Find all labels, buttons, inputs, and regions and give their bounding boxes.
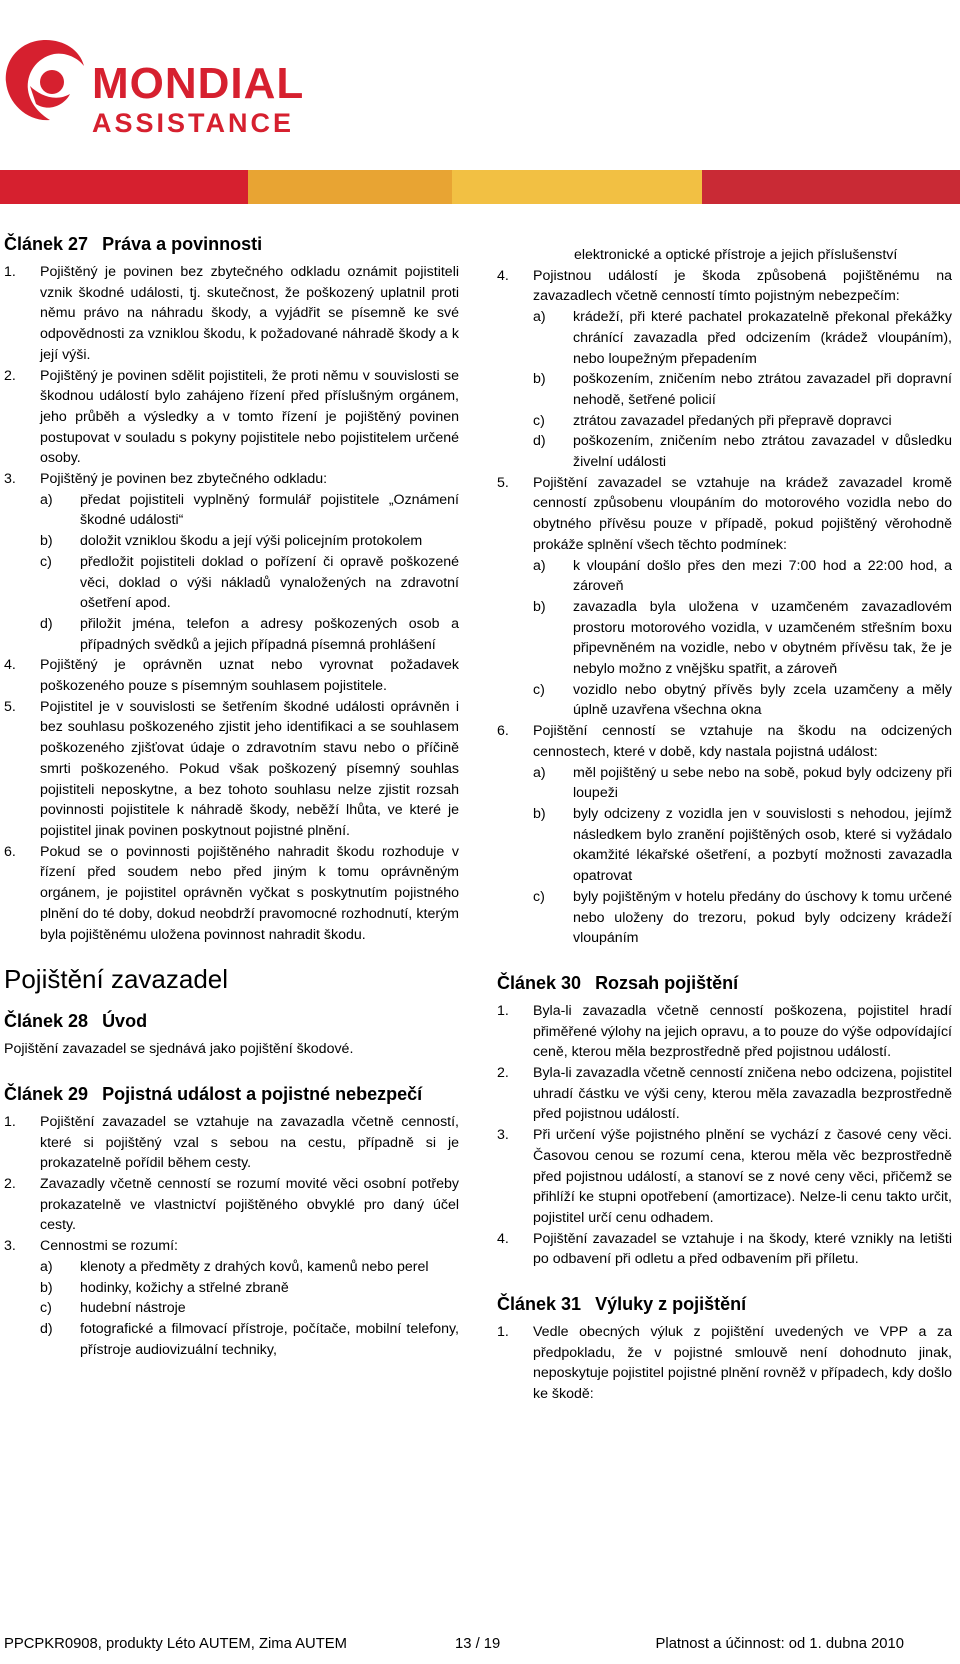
sub-item-text: poškozením, zničením nebo ztrátou zavazadel v důsledku živelní události [573,433,952,471]
sub-item-letter: a) [533,309,546,326]
right-column [497,245,952,1405]
item-number: 4. [4,657,16,674]
article-29-heading [4,1082,459,1106]
page-number: 13 / 19 [455,1636,501,1652]
article-title: Rozsah pojištění [595,972,739,993]
item-text: Pojištěný je povinen bez zbytečného odkladu oznámit pojistiteli vznik škodné události, tj. skutečnost, že poškozený uplatnil proti němu právo na náhradu škody, a vyjádřit se písemně ke své odpovědnosti za vzniklou škodu, k požadované náhradě škody a k její výši. [40,264,459,363]
sub-item-letter: c) [40,1300,52,1317]
list-item [497,1063,952,1125]
footer-document-code: PPCPKR0908, produkty Léto AUTEM, Zima AUTEM [4,1636,347,1652]
sub-item-text: klenoty a předměty z drahých kovů, kamenů nebo perel [80,1258,429,1275]
item-number: 2. [497,1065,509,1082]
sub-item-text: fotografické a filmovací přístroje, počítače, mobilní telefony, přístroje audiovizuální techniky, [80,1320,459,1358]
left-column [4,234,459,1360]
item-text: Byla-li zavazadla včetně cenností zničena nebo odcizena, pojistitel uhradí částku ve výši ceny, kterou měla zavazadla bezprostředně před pojistnou událostí. [533,1065,952,1123]
list-item [497,1125,952,1229]
item-number: 2. [4,367,16,384]
sub-item [497,369,952,410]
item-number: 5. [497,474,509,491]
article-number: Článek 29 [4,1083,89,1104]
list-item [4,697,459,842]
list-item [497,721,952,762]
list-item [4,366,459,470]
sub-item-letter: b) [533,805,546,822]
logo-emblem-icon [0,30,92,130]
sub-item [4,1257,459,1278]
list-item [4,655,459,696]
item-number: 3. [4,1238,16,1255]
sub-item-letter: c) [533,681,545,698]
item-text: Pokud se o povinnosti pojištěného nahradit škodu rozhoduje v řízení před soudem nebo před jiným k tomu oprávněným orgánem, je pojistitel oprávněn vyčkat s poskytnutím pojistného plnění do té doby, dokud neobdrží pravomocné rozhodnutí, kterým byla pojištěnému uložena povinnost nahradit škodu. [40,843,459,943]
item-text: Cennostmi se rozumí: [40,1238,178,1255]
sub-item [497,411,952,432]
article-27-heading [4,232,459,256]
item-text: Pojistnou událostí je škoda způsobená pojištěnému na zavazadlech včetně cenností tímto pojistným nebezpečím: [533,267,952,305]
list-item [4,469,459,490]
sub-item-letter: b) [533,371,546,388]
item-number: 3. [4,471,16,488]
item-number: 2. [4,1176,16,1193]
article-31-heading [497,1292,952,1316]
sub-item-letter: a) [40,1258,53,1275]
list-item [497,1229,952,1270]
sub-item-text: byly odcizeny z vozidla jen v souvislosti s nehodou, jejímž následkem bylo zranění pojištěných osob, které si vyžádalo okamžité lékařské ošetření, a pozbytí možnosti zavazadla opatrovat [573,805,952,885]
band-dark-red [702,170,960,204]
item-text: Pojištění zavazadel se vztahuje na zavazadla včetně cenností, které si pojištěný vzal s sebou na cestu, případně si je prokazatelně pořídil během cesty. [40,1113,459,1172]
item-number: 5. [4,698,16,715]
sub-item-letter: b) [40,533,53,550]
item-text: Pojištění zavazadel se vztahuje na krádež zavazadel kromě cenností způsobenu vloupáním do motorového vozidla nebo do obytného přívěsu pouze v případě, pokud pojištěný věrohodně prokáže splnění všech těchto podmínek: [533,474,952,553]
sub-item-text: měl pojištěný u sebe nebo na sobě, pokud byly odcizeny při loupeži [573,764,952,802]
item-number: 4. [497,1230,509,1247]
sub-item-text: doložit vzniklou škodu a její výši policejním protokolem [80,533,423,550]
item-number: 1. [4,1113,16,1130]
sub-item-text: předat pojistiteli vyplněný formulář pojistitele „Oznámení škodné události“ [80,491,459,529]
list-item [4,1236,459,1257]
list-item [4,842,459,946]
band-red [0,170,248,204]
item-text: Pojistitel je v souvislosti se šetřením škodné události oprávněn i bez souhlasu poškozeného zjistit jeho identifikaci a se souhlasem poškozeného zjišťovat údaje o zdravotním stavu nebo o příčině smrti poškozeného. Pokud však poškozený písemný souhlas pojistiteli neposkytne, a bez tohoto souhlasu nelze zjistit rozsah povinnosti pojistitele k náhradě škody, neběží lhůta, ve které je pojistitel jinak povinen poskytnout pojistné plnění. [40,698,459,839]
sub-item-text: byly pojištěným v hotelu předány do úschovy k tomu určené nebo uloženy do trezoru, pokud byly odcizeny krádeží vloupáním [573,888,952,947]
list-item [497,1001,952,1063]
list-item [497,266,952,307]
article-title: Práva a povinnosti [102,234,263,254]
sub-item-letter: d) [40,1320,53,1337]
sub-item [497,597,952,680]
sub-item-letter: c) [533,888,545,905]
item-number: 1. [4,264,16,280]
sub-item-text: hudební nástroje [80,1300,186,1317]
item-text: Pojištěný je oprávněn uznat nebo vyrovnat požadavek poškozeného pouze s písemným souhlasem pojistitele. [40,657,459,695]
sub-item-letter: a) [40,491,53,508]
item-text: Zavazadly včetně cenností se rozumí movité věci osobní potřeby prokazatelně ve vlastnictví pojištěného obvyklé pro daný účel cesty. [40,1176,459,1234]
item-text: Pojištěný je povinen bez zbytečného odkladu: [40,471,328,488]
article-title: Pojistná událost a pojistné nebezpečí [102,1083,423,1104]
item-number: 6. [4,843,16,860]
logo-text-assistance: ASSISTANCE [92,108,295,138]
article-number: Článek 31 [497,1294,582,1315]
sub-item [497,307,952,369]
sub-item-text: ztrátou zavazadel předaných při přepravě dopravci [573,412,892,429]
article-title: Výluky z pojištění [595,1294,747,1315]
list-item [4,1174,459,1236]
sub-item [4,552,459,614]
paragraph: Pojištění zavazadel se sjednává jako pojištění škodové. [4,1041,354,1058]
sub-item [4,531,459,552]
sub-item [4,1319,459,1360]
item-text: Byla-li zavazadla včetně cenností poškozena, pojistitel hradí přiměřené výlohy na jejich opravu, a to pouze do výše odpovídající ceně, kterou měla bezprostředně před pojistnou událostí. [533,1002,952,1061]
sub-item-letter: d) [533,433,546,450]
item-number: 3. [497,1127,509,1144]
item-number: 4. [497,267,509,284]
sub-item [497,763,952,804]
list-item [497,473,952,556]
sub-item-letter: c) [533,412,545,429]
header-color-band [0,170,960,204]
article-number: Článek 30 [497,972,582,993]
item-text: Pojištění zavazadel se vztahuje i na škody, které vznikly na letišti po odbavení při odletu a před odbavením při příletu. [533,1230,952,1268]
sub-item-text: přiložit jména, telefon a adresy poškozených osob a případných svědků a jejich případná písemná prohlášení [80,615,459,653]
sub-item-text: hodinky, kožichy a střelné zbraně [80,1279,289,1296]
article-number: Článek 28 [4,1011,89,1032]
sub-item [497,804,952,887]
item-text: Pojištěný je povinen sdělit pojistiteli, že proti němu v souvislosti se škodnou událostí bylo zahájeno řízení před příslušným orgánem, jeho průběh a výsledky a v tomto řízení je pojištěný povinen postupovat v souladu s pokyny pojistitele nebo pojistitelem určené osoby. [40,367,459,467]
sub-item-text: krádeží, při které pachatel prokazatelně překonal překážky chránící zavazadla před odcizením (krádež vloupáním), nebo loupežným přepadením [573,309,952,367]
item-text: Pojištění cenností se vztahuje na škodu na odcizených cennostech, které v době, kdy nastala pojistná událost: [533,723,952,760]
sub-item [497,887,952,949]
sub-item-text: k vloupání došlo přes den mezi 7:00 hod a 22:00 hod, a zároveň [573,557,952,595]
sub-item-text: předložit pojistiteli doklad o pořízení či opravě poškozené věci, doklad o výši nákladů vynaložených na zdravotní ošetření apod. [80,553,459,612]
list-item [4,262,459,366]
item-number: 6. [497,723,509,740]
sub-item-letter: a) [533,557,546,574]
item-text: Při určení výše pojistného plnění se vychází z časové ceny věci. Časovou cenou se rozumí cena, kterou měla věc bezprostředně před pojistnou událostí, a stanoví se z nové ceny věci, přičemž se přihlíží ke stupni opotřebení (amortizace). Nelze-li cenu takto určit, pojistitel určí cenu odhadem. [533,1127,952,1226]
logo-text-mondial: MONDIAL [92,59,305,108]
sub-item-text: zavazadla byla uložena v uzamčeném zavazadlovém prostoru motorového vozidla, v uzamčeném střešním boxu připevněném na vozidle, nebo v obytném přívěsu tak, že je nebylo možno z vnějšku spatřit, a zároveň [573,598,952,678]
item-number: 1. [497,1324,509,1341]
list-item [497,1322,952,1405]
article-28-heading [4,1009,459,1033]
list-item [4,1112,459,1174]
item-number: 1. [497,1002,509,1019]
sub-item [4,614,459,655]
company-logo [0,30,350,138]
article-number: Článek 27 [4,234,89,254]
sub-item [497,431,952,472]
article-title: Úvod [102,1011,148,1032]
footer-validity: Platnost a účinnost: od 1. dubna 2010 [655,1636,904,1652]
sub-item [4,1298,459,1319]
sub-item-text: vozidlo nebo obytný přívěs byly zcela uzamčeny a měly úplně uzavřena všechna okna [573,681,952,719]
sub-item [4,1278,459,1299]
sub-item-text: poškozením, zničením nebo ztrátou zavazadel při dopravní nehodě, šetřené policií [573,371,952,408]
sub-item-letter: c) [40,553,52,570]
article-30-heading [497,971,952,995]
sub-item-letter: b) [533,598,546,615]
sub-item-letter: a) [533,764,546,781]
sub-item [497,680,952,721]
band-yellow [452,170,702,204]
continued-text: elektronické a optické přístroje a jejich příslušenství [574,247,898,263]
band-orange [248,170,452,204]
sub-item [497,556,952,597]
section-title: Pojištění zavazadel [4,964,229,995]
sub-item-letter: d) [40,615,53,632]
sub-item-letter: b) [40,1279,53,1296]
item-text: Vedle obecných výluk z pojištění uvedených ve VPP a za předpokladu, že v pojistné smlouvě není dohodnuto jinak, neposkytuje pojistitel pojistné plnění rovněž v případech, kdy došlo ke škodě: [533,1324,952,1403]
sub-item [4,490,459,531]
